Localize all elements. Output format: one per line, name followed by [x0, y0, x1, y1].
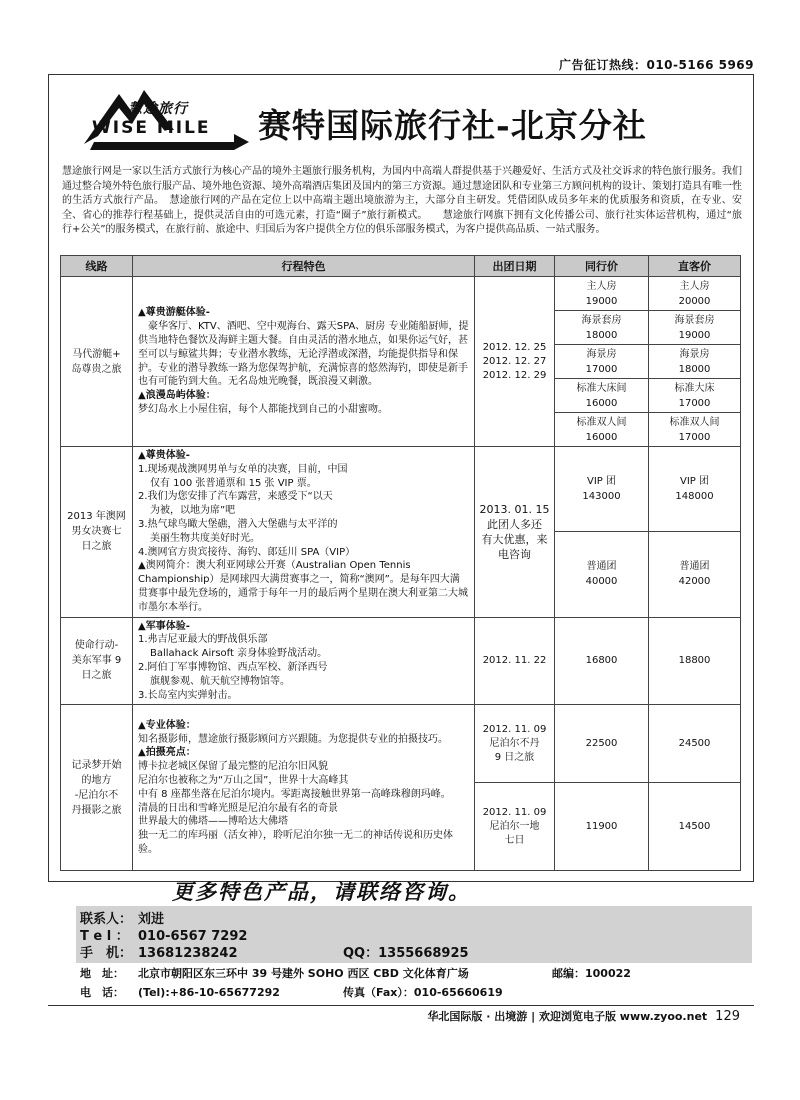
header-peer-price: 同行价: [555, 256, 649, 277]
routes-table: [60, 255, 741, 871]
direct-price-cell: 18800: [649, 617, 741, 705]
peer-price-cell: 22500: [555, 705, 649, 783]
direct-price-cell: 14500: [649, 783, 741, 871]
table-row: [61, 447, 741, 532]
page-title: 赛特国际旅行社-北京分社: [258, 106, 647, 145]
zip-code: 邮编：100022: [552, 967, 631, 980]
table-header-row: [61, 256, 741, 277]
contact-mobile: 手 机： 13681238242: [80, 946, 238, 961]
direct-price-cell: 海景套房 19000: [649, 311, 741, 345]
peer-price-cell: 海景套房 18000: [555, 311, 649, 345]
departure-dates: 2012. 11. 22: [475, 617, 555, 705]
route-features: ▲尊贵体验- 1.现场观战澳网男单与女单的决赛，目前，中国 仅有 100 张普通票和 15 张 VIP 票。 2.我们为您安排了汽车露营，来感受下“以天 为被，以地为席”吧 3.热气球鸟瞰大堡礁，潜入大堡礁与太平洋的 美丽生物共度美好时光。 4.澳网官方贵宾接待、海钓、郎廷川 SPA（VIP） ▲澳网简介：澳大利亚网球公开赛（Australian Open Tennis Championship）是网球四大满贯赛事之一，简称“澳网”。是每年四大满贯赛事中最先登场的，通常于每年一月的最后两个星期在澳大利亚第二大城市墨尔本举行。: [133, 447, 475, 618]
peer-price-cell: 16800: [555, 617, 649, 705]
peer-price-cell: 普通团 40000: [555, 532, 649, 617]
peer-price-cell: VIP 团 143000: [555, 447, 649, 532]
fax-line: 传真（Fax）：010-65660619: [343, 986, 503, 999]
header-route: 线路: [61, 256, 133, 277]
header-date: 出团日期: [475, 256, 555, 277]
direct-price-cell: VIP 团 148000: [649, 447, 741, 532]
route-features: ▲军事体验- 1.弗吉尼亚最大的野战俱乐部 Ballahack Airsoft 亲身体验野战活动。 2.阿伯丁军事博物馆、西点军校、新泽西号 旗舰参观、航天航空博物馆等。 3.长岛室内实弹射击。: [133, 617, 475, 705]
intro-paragraph: 慧途旅行网是一家以生活方式旅行为核心产品的境外主题旅行服务机构，为国内中高端人群提供基于兴趣爱好、生活方式及社交诉求的特色旅行服务。我们通过整合境外特色旅行服产品、境外地色资源、境外高端酒店集团及国内的第三方资源。通过慧途团队和专业第三方顾问机构的设计、策划打造具有唯一性的生活方式旅行产品。 慧途旅行网的产品在定位上以中高端主题出境旅游为主，大部分自主研发。凭借团队成员多年来的优质服务和资质，在专业、安全、省心的推荐行程基础上，提供灵活自由的可选元素，打造“圈子”旅行新模式。 慧途旅行网旗下拥有文化传播公司、旅行社实体运营机构，通过“旅行+公关”的服务模式，在旅行前、旅途中、归国后为客户提供全方位的俱乐部服务模式，为客户提供高品质、一站式服务。: [62, 166, 742, 235]
route-name: 记录梦开始 的地方 -尼泊尔不 丹摄影之旅: [61, 705, 133, 871]
table-row: [61, 277, 741, 311]
page-footer: [427, 1008, 740, 1024]
contact-qq: QQ：1355668925: [343, 946, 469, 961]
contact-tel: T e l ： 010-6567 7292: [80, 929, 248, 944]
peer-price-cell: 主人房 19000: [555, 277, 649, 311]
more-products-slogan: 更多特色产品，请联络咨询。: [172, 880, 471, 904]
direct-price-cell: 24500: [649, 705, 741, 783]
route-name: 使命行动- 美东军事 9 日之旅: [61, 617, 133, 705]
direct-price-cell: 标准大床 17000: [649, 379, 741, 413]
peer-price-cell: 标准大床间 16000: [555, 379, 649, 413]
peer-price-cell: 11900: [555, 783, 649, 871]
table-row: [61, 617, 741, 705]
direct-price-cell: 标准双人间 17000: [649, 413, 741, 447]
departure-dates: 2013. 01. 15 此团人多还 有大优惠，来 电咨询: [475, 447, 555, 618]
phone-line: 电 话： (Tel):+86-10-65677292: [80, 986, 280, 999]
direct-price-cell: 海景房 18000: [649, 345, 741, 379]
peer-price-cell: 海景房 17000: [555, 345, 649, 379]
table-row: [61, 705, 741, 783]
direct-price-cell: 普通团 42000: [649, 532, 741, 617]
departure-dates: 2012. 11. 09 尼泊尔一地 七日: [475, 783, 555, 871]
logo-chinese: 慧途旅行: [128, 101, 188, 117]
ad-hotline: 广告征订热线：010-5166 5969: [558, 58, 754, 72]
route-features: ▲专业体验： 知名摄影师，慧途旅行摄影顾问方兴跟随。为您提供专业的拍摄技巧。 ▲拍摄亮点： 博卡拉老城区保留了最完整的尼泊尔旧风貌 尼泊尔也被称之为“万山之国”，世界十大高峰其 中有 8 座都坐落在尼泊尔境内。零距离接触世界第一高峰珠穆朗玛峰。 清晨的日出和雪峰光照是尼泊尔最有名的奇景 世界最大的佛塔——博哈达大佛塔 独一无二的库玛丽（活女神），聆听尼泊尔独一无二的神话传说和历史体验。: [133, 705, 475, 871]
page-number: 129: [715, 1009, 740, 1024]
direct-price-cell: 主人房 20000: [649, 277, 741, 311]
footer-divider: [48, 1005, 754, 1006]
route-name: 马代游艇+ 岛尊贵之旅: [61, 277, 133, 447]
departure-dates: 2012. 11. 09 尼泊尔不丹 9 日之旅: [475, 705, 555, 783]
header-features: 行程特色: [133, 256, 475, 277]
logo-english: WISE MILE: [92, 118, 211, 138]
address-line: 地 址： 北京市朝阳区东三环中 39 号建外 SOHO 西区 CBD 文化体育广场: [80, 967, 469, 980]
contact-person: 联系人： 刘进: [80, 912, 165, 927]
route-name: 2013 年澳网 男女决赛七 日之旅: [61, 447, 133, 618]
route-features: ▲尊贵游艇体验- 豪华客厅、KTV、酒吧、空中观海台、露天SPA、厨房 专业随船厨师，提供当地特色餐饮及海鲜主题大餐。自由灵活的潜水地点，如果你运气好，甚至可以与鲸鲨共舞；专业潜水教练，无论浮潜或深潜，均能提供指导和保护。专业的潜导教练一路为您保驾护航，充满惊喜的悠然海钓，即使是新手也有可能钓到大鱼。无名岛烛光晚餐，既浪漫又刺激。 ▲浪漫岛屿体验： 梦幻岛水上小屋住宿，每个人都能找到自己的小甜蜜吻。: [133, 277, 475, 447]
footer-text: 华北国际版 · 出境游 | 欢迎浏览电子版 www.zyoo.net: [427, 1010, 708, 1023]
peer-price-cell: 标准双人间 16000: [555, 413, 649, 447]
departure-dates: 2012. 12. 25 2012. 12. 27 2012. 12. 29: [475, 277, 555, 447]
header-direct-price: 直客价: [649, 256, 741, 277]
